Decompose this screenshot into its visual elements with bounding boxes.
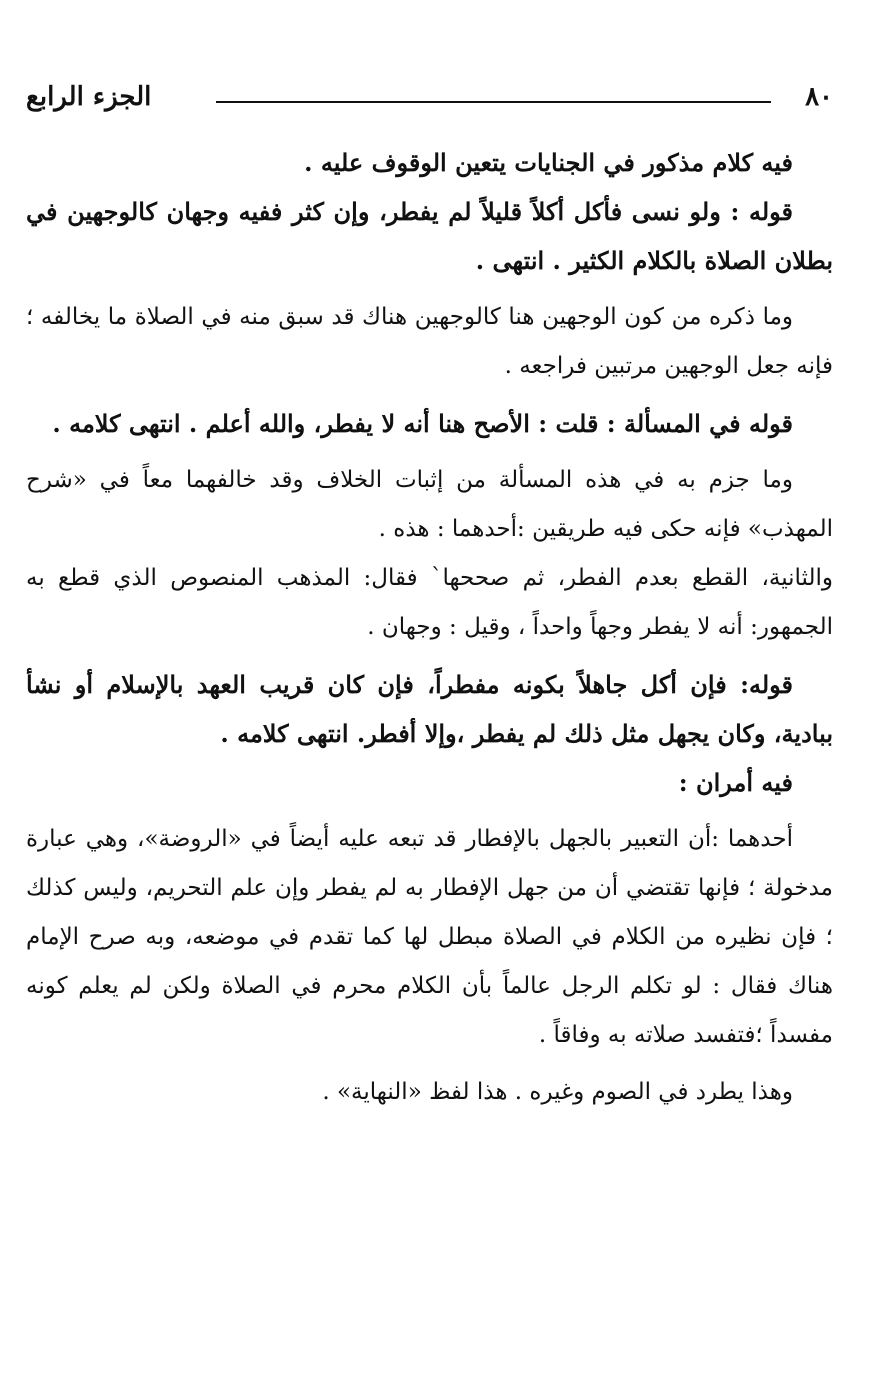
paragraph: والثانية، القطع بعدم الفطر، ثم صححها` فقال: المذهب المنصوص الذي قطع به الجمهور: أنه لا يفطر وجهاً واحداً ، وقيل : وجهان . <box>26 565 833 640</box>
paragraph: قوله في المسألة : قلت : الأصح هنا أنه لا يفطر، والله أعلم . انتهى كلامه . <box>52 409 793 438</box>
paragraph: قوله: فإن أكل جاهلاً بكونه مفطراً، فإن كان قريب العهد بالإسلام أو نشأ ببادية، وكان يجهل مثل ذلك لم يفطر ،وإلا أفطر. انتهى كلامه . <box>26 670 833 748</box>
paragraph: وما ذكره من كون الوجهين هنا كالوجهين هناك قد سبق منه في الصلاة ما يخالفه ؛ فإنه جعل الوجهين مرتبين فراجعه . <box>26 304 833 379</box>
paragraph: فيه أمران : <box>678 768 793 797</box>
page-number: ٨٠ <box>805 82 833 112</box>
paragraph: وهذا يطرد في الصوم وغيره . هذا لفظ «النهاية» . <box>322 1079 793 1105</box>
paragraph: وما جزم به في هذه المسألة من إثبات الخلاف وقد خالفهما معاً في «شرح المهذب» فإنه حكى فيه طريقين :أحدهما : هذه . <box>26 467 833 542</box>
header-rule <box>216 101 771 103</box>
running-head: الجزء الرابع <box>26 82 152 112</box>
page-body <box>26 138 833 1117</box>
page-header <box>26 82 833 122</box>
paragraph: قوله : ولو نسى فأكل أكلاً قليلاً لم يفطر، وإن كثر ففيه وجهان كالوجهين في بطلان الصلاة بالكلام الكثير . انتهى . <box>26 197 833 275</box>
paragraph: أحدهما :أن التعبير بالجهل بالإفطار قد تبعه عليه أيضاً في «الروضة»، وهي عبارة مدخولة ؛ فإنها تقتضي أن من جهل الإفطار به لم يفطر وإن علم التحريم، وليس كذلك ؛ فإن نظيره من الكلام في الصلاة مبطل لها كما تقدم في موضعه، وبه صرح الإمام هناك فقال : لو تكلم الرجل عالماً بأن الكلام محرم في الصلاة ولكن لم يعلم كونه مفسداً ؛فتفسد صلاته به وفاقاً . <box>26 826 833 1048</box>
paragraph: فيه كلام مذكور في الجنايات يتعين الوقوف عليه . <box>304 148 793 177</box>
